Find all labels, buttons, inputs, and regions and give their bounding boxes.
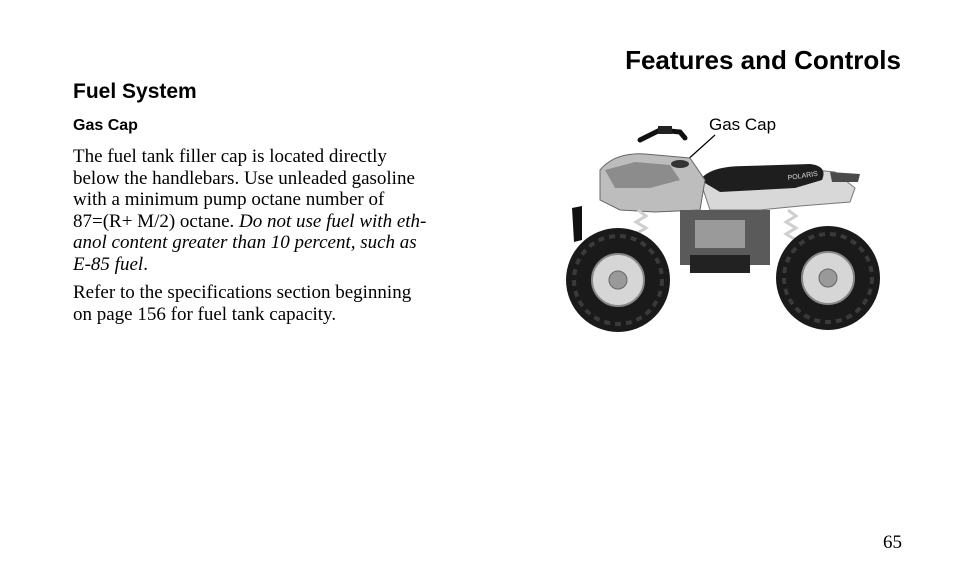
brand-decal: POLARIS [787,170,819,182]
text-normal: . [143,253,148,275]
text-line: with a minimum pump octane number of [73,189,385,210]
paragraph-gas-cap-location [73,146,493,275]
text-line: The fuel tank filler cap is located directly [73,146,387,167]
section-title: Fuel System [73,80,197,103]
subsection-title: Gas Cap [73,117,138,134]
frame-skid [690,255,750,273]
text-line [73,254,493,276]
page-number: 65 [883,532,902,553]
text-line: below the handlebars. Use unleaded gasoline [73,167,415,189]
front-bumper [572,206,582,242]
handlebar-grip [658,126,672,134]
rear-shock [786,210,796,240]
text-italic-warning: Do not use fuel with eth- [239,210,427,232]
atv-photo-icon [560,110,890,340]
text-normal: 87=(R+ M/2) octane. [73,210,240,232]
paragraph-capacity-reference [73,282,493,325]
text-line: on page 156 for fuel tank capacity. [73,303,337,325]
text-line [73,211,493,233]
text-italic-warning: E-85 fuel [73,253,144,275]
engine-cover [695,220,745,248]
gas-cap-callout-label: Gas Cap [709,115,777,134]
text-line: Refer to the specifications section beginning [73,282,412,303]
text-italic-warning: anol content greater than 10 percent, such as [73,232,417,253]
gas-cap [671,160,689,168]
chapter-title: Features and Controls [625,45,901,75]
rear-rack [830,172,860,182]
